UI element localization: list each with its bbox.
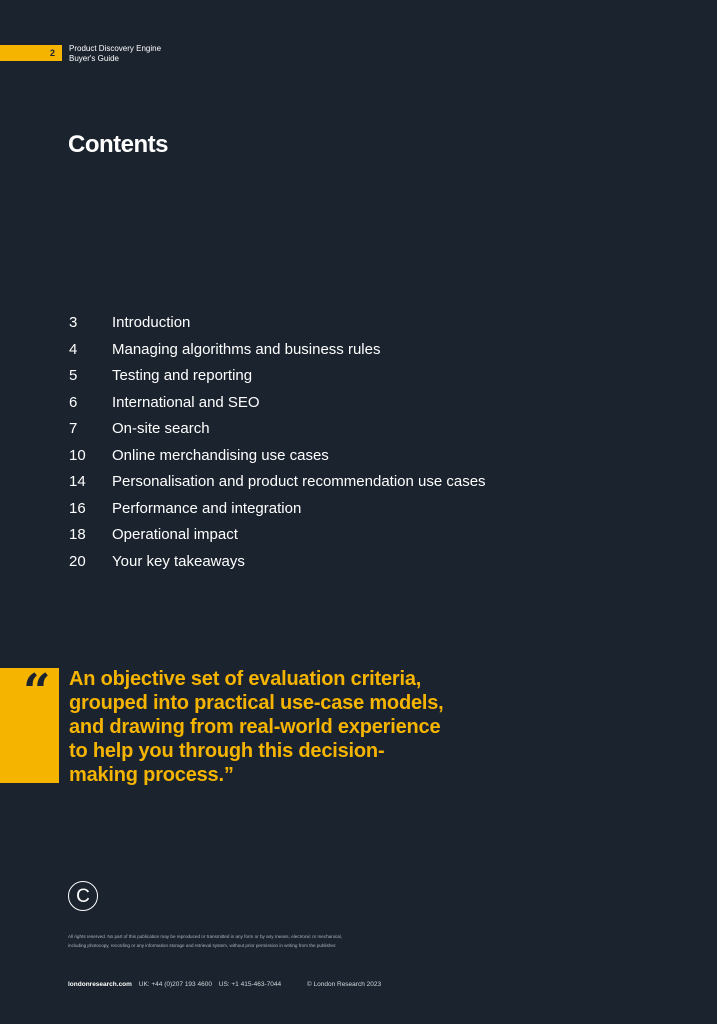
- copyright-icon: C: [68, 881, 98, 911]
- toc-item[interactable]: [69, 392, 589, 419]
- running-header: [69, 44, 161, 64]
- toc-item[interactable]: [69, 365, 589, 392]
- toc-label: Personalisation and product recommendation use cases: [112, 473, 486, 490]
- quote-mark-icon: “: [23, 664, 51, 720]
- legal-notice-line: All rights reserved. No part of this publication may be reproduced or transmitted in any form or by any means, electronic or mechanical,: [68, 934, 342, 939]
- toc-page-number: 16: [69, 499, 86, 517]
- toc-item[interactable]: [69, 471, 589, 498]
- toc-label: Your key takeaways: [112, 552, 245, 570]
- toc-item[interactable]: [69, 418, 589, 445]
- uk-phone: UK: +44 (0)207 193 4600: [138, 981, 212, 988]
- toc-item[interactable]: [69, 498, 589, 525]
- running-header-title: Product Discovery Engine: [69, 44, 162, 53]
- running-header-subtitle: Buyer's Guide: [69, 54, 119, 63]
- toc-item[interactable]: [69, 312, 589, 339]
- table-of-contents: [69, 312, 589, 577]
- legal-notice-line: including photocopy, recording or any information storage and retrieval system, without prior permission in writing from the publisher.: [68, 943, 337, 948]
- toc-page-number: 5: [69, 367, 78, 384]
- toc-label: Managing algorithms and business rules: [112, 340, 381, 358]
- toc-label: Performance and integration: [112, 499, 302, 517]
- toc-label: Introduction: [112, 314, 191, 331]
- toc-page-number: 7: [69, 420, 78, 437]
- page-number: 2: [49, 48, 55, 58]
- toc-item[interactable]: [69, 524, 589, 551]
- toc-page-number: 20: [69, 552, 86, 570]
- toc-item[interactable]: [69, 445, 589, 472]
- toc-label: International and SEO: [112, 393, 260, 411]
- toc-page-number: 10: [69, 446, 86, 464]
- toc-label: Operational impact: [112, 526, 238, 543]
- toc-item[interactable]: [69, 339, 589, 366]
- website-link[interactable]: londonresearch.com: [68, 981, 132, 988]
- pull-quote: An objective set of evaluation criteria, grouped into practical use-case models, and drawing from real-world experience to help you through this decision-making process.”: [69, 668, 444, 786]
- toc-item[interactable]: [69, 551, 589, 578]
- toc-label: Testing and reporting: [112, 367, 253, 384]
- legal-notice: [68, 932, 428, 950]
- toc-page-number: 3: [69, 314, 78, 331]
- page-title: Contents: [68, 131, 168, 158]
- page-number-tab: [0, 45, 62, 61]
- page-footer: [68, 980, 381, 990]
- toc-page-number: 18: [69, 526, 86, 543]
- footer-copyright: © London Research 2023: [306, 981, 382, 988]
- toc-page-number: 14: [69, 473, 86, 490]
- toc-label: Online merchandising use cases: [112, 446, 329, 464]
- toc-page-number: 4: [69, 340, 78, 358]
- us-phone: US: +1 415-463-7044: [218, 981, 282, 988]
- toc-page-number: 6: [69, 393, 78, 411]
- toc-label: On-site search: [112, 420, 210, 437]
